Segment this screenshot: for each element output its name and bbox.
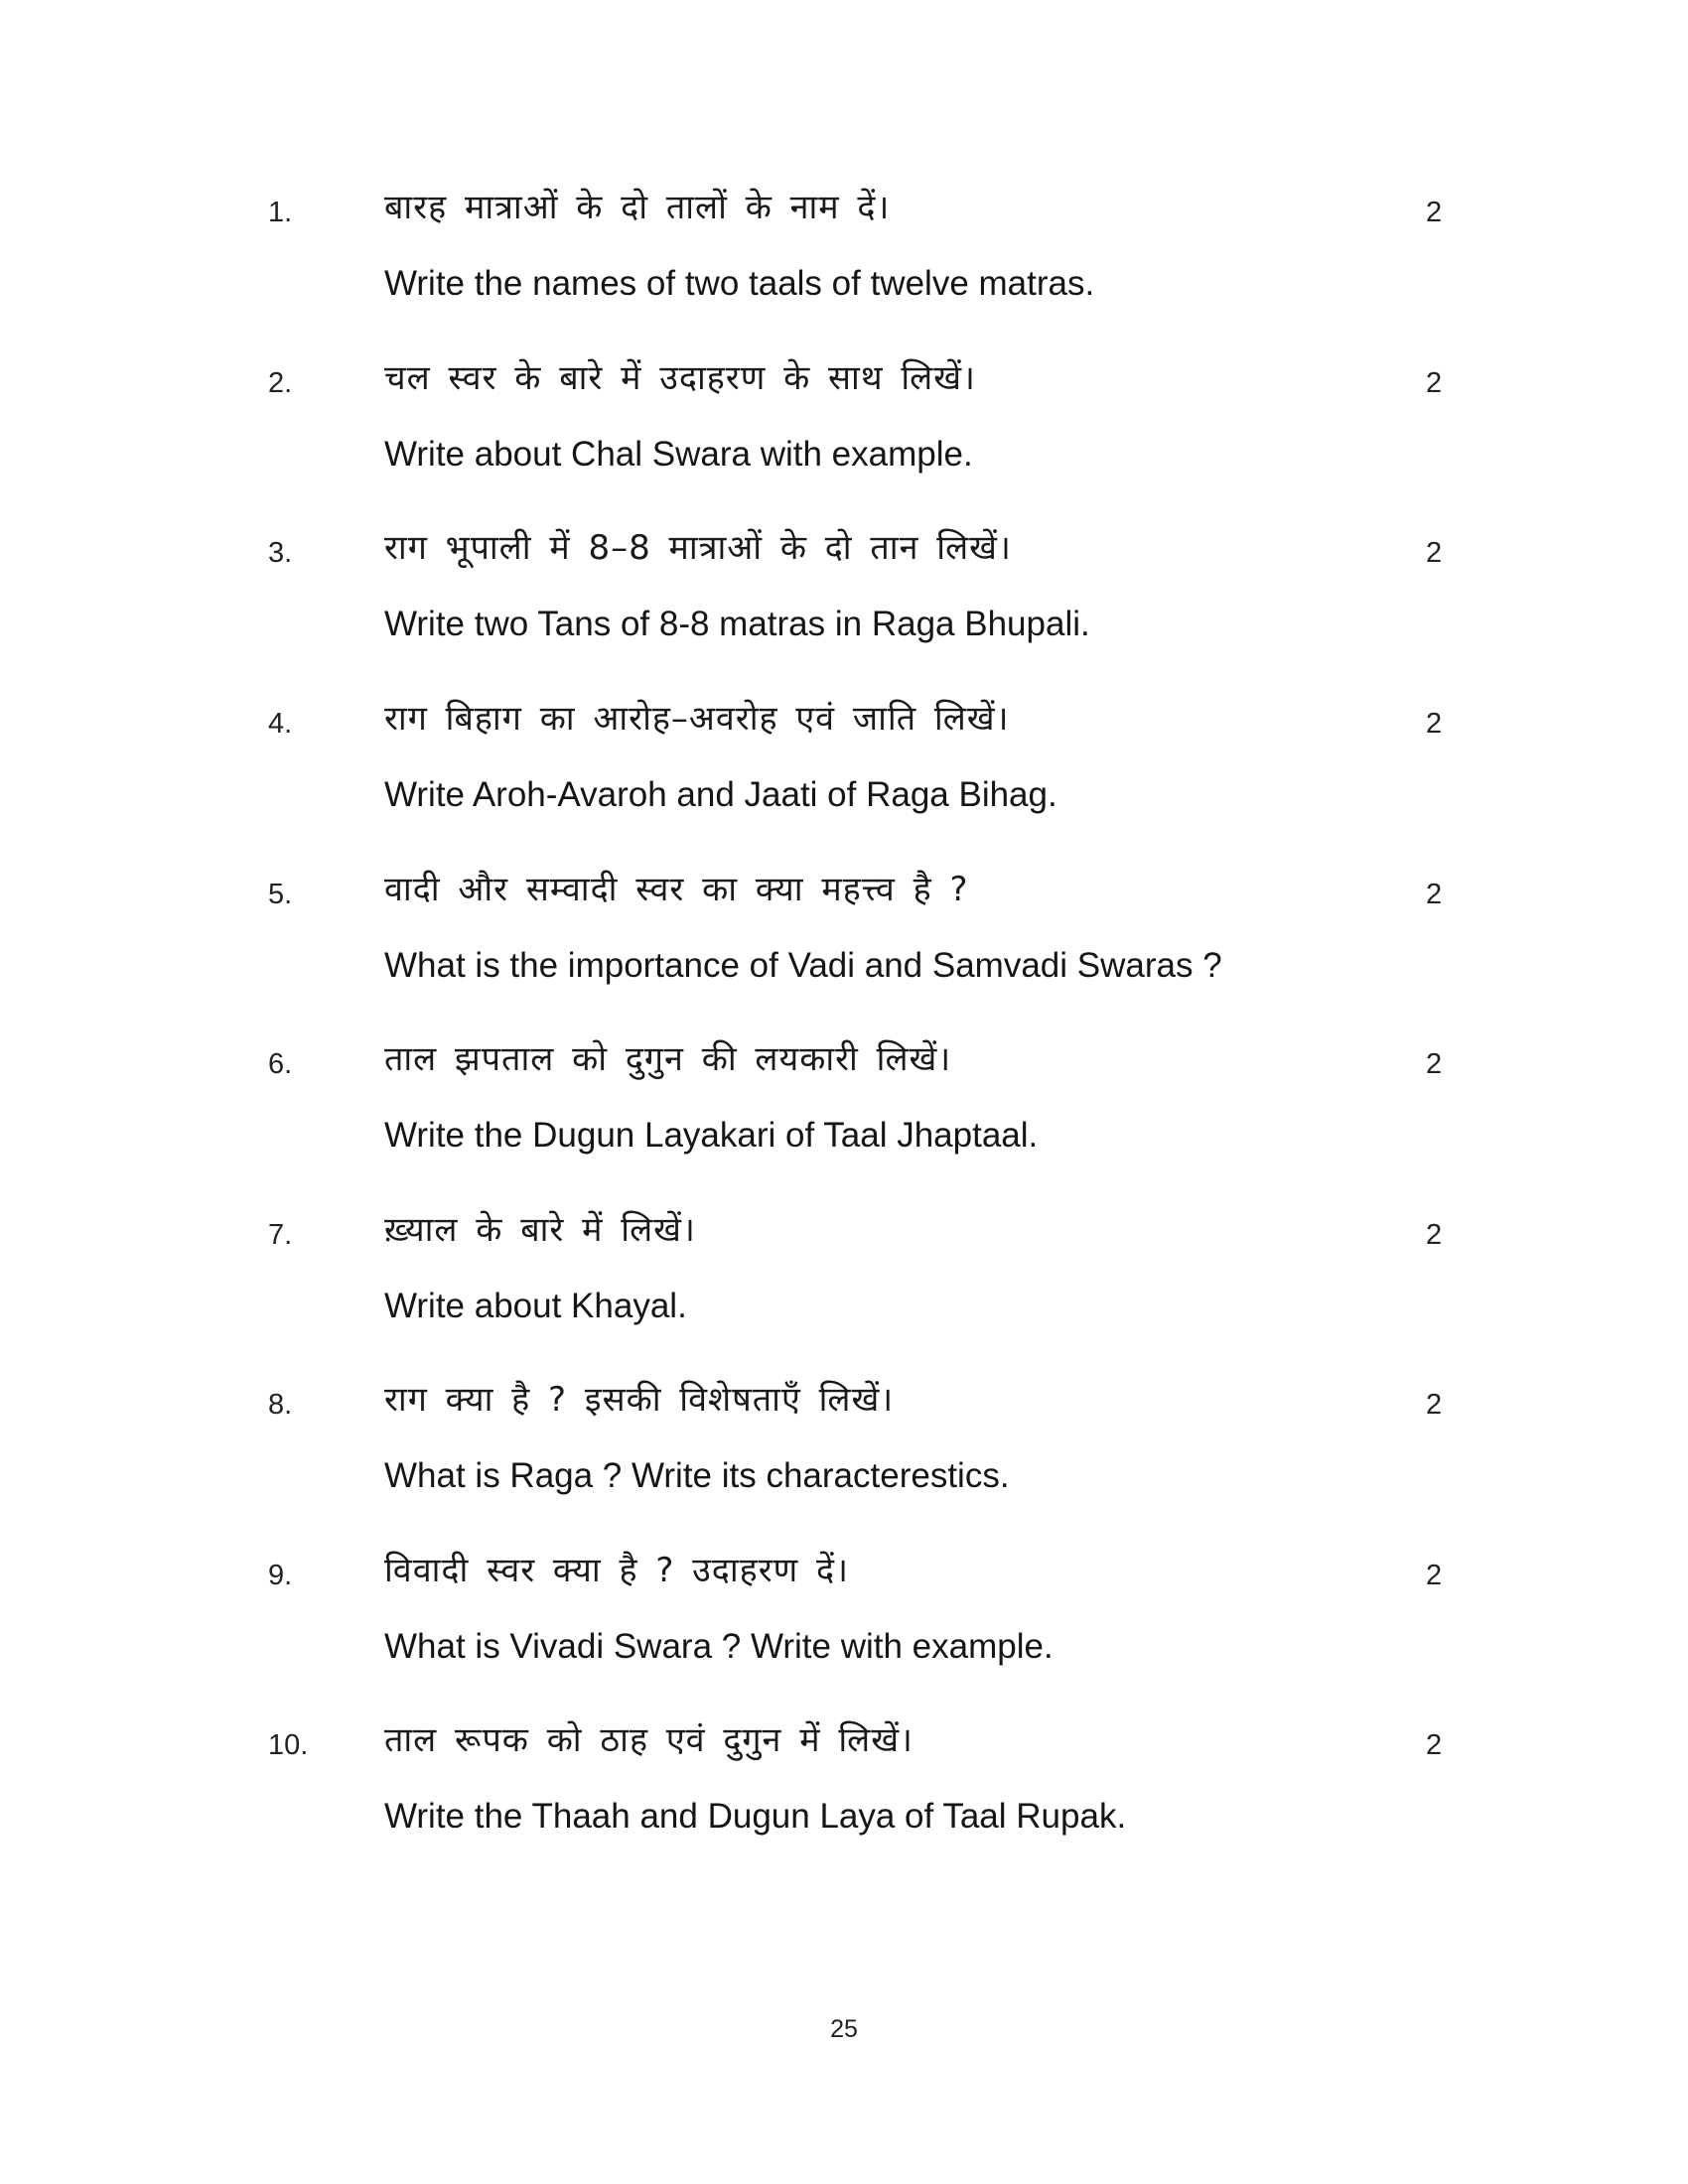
- question-marks: 2: [1426, 1729, 1443, 1761]
- question-text-english: Write the Dugun Layakari of Taal Jhaptaal.: [384, 1116, 1039, 1155]
- question-number: 8.: [268, 1389, 293, 1421]
- question-number: 9.: [268, 1560, 293, 1591]
- question-3: [0, 529, 1688, 700]
- question-2: [0, 359, 1688, 530]
- question-text-hindi: ताल रूपक को ठाह एवं दुगुन में लिखें।: [384, 1720, 914, 1760]
- question-text-english: What is Vivadi Swara ? Write with example.: [384, 1627, 1054, 1666]
- question-8: [0, 1381, 1688, 1552]
- question-marks: 2: [1426, 1219, 1443, 1251]
- question-marks: 2: [1426, 879, 1443, 910]
- question-text-hindi: राग भूपाली में 8–8 मात्राओं के दो तान लिखें।: [384, 528, 1012, 568]
- question-text-hindi: वादी और सम्वादी स्वर का क्या महत्त्व है ?: [384, 870, 969, 909]
- question-text-english: What is Raga ? Write its characterestics.: [384, 1456, 1010, 1495]
- question-text-hindi: बारह मात्राओं के दो तालों के नाम दें।: [384, 188, 891, 227]
- question-text-english: What is the importance of Vadi and Samvadi Swaras ?: [384, 946, 1222, 985]
- question-5: [0, 871, 1688, 1041]
- question-7: [0, 1211, 1688, 1382]
- question-marks: 2: [1426, 708, 1443, 740]
- question-marks: 2: [1426, 197, 1443, 228]
- question-marks: 2: [1426, 1389, 1443, 1421]
- question-number: 2.: [268, 367, 293, 399]
- question-number: 3.: [268, 537, 293, 569]
- question-text-hindi: चल स्वर के बारे में उदाहरण के साथ लिखें।: [384, 358, 976, 398]
- question-text-english: Write Aroh-Avaroh and Jaati of Raga Bihag.: [384, 775, 1057, 814]
- question-9: [0, 1552, 1688, 1722]
- question-1: [0, 189, 1688, 359]
- question-text-english: Write about Khayal.: [384, 1287, 687, 1325]
- question-marks: 2: [1426, 1048, 1443, 1080]
- question-marks: 2: [1426, 1560, 1443, 1591]
- question-text-english: Write about Chal Swara with example.: [384, 435, 973, 474]
- question-number: 1.: [268, 197, 293, 228]
- question-number: 5.: [268, 879, 293, 910]
- question-text-english: Write two Tans of 8-8 matras in Raga Bhupali.: [384, 605, 1090, 643]
- question-number: 4.: [268, 708, 293, 740]
- question-number: 7.: [268, 1219, 293, 1251]
- question-text-hindi: राग क्या है ? इसकी विशेषताएँ लिखें।: [384, 1380, 895, 1420]
- question-marks: 2: [1426, 367, 1443, 399]
- question-marks: 2: [1426, 537, 1443, 569]
- question-4: [0, 700, 1688, 871]
- question-text-hindi: ख़्याल के बारे में लिखें।: [384, 1210, 696, 1250]
- question-number: 6.: [268, 1048, 293, 1080]
- question-6: [0, 1040, 1688, 1211]
- page-number: 25: [830, 2015, 858, 2043]
- question-text-hindi: ताल झपताल को दुगुन की लयकारी लिखें।: [384, 1039, 952, 1079]
- question-text-hindi: विवादी स्वर क्या है ? उदाहरण दें।: [384, 1551, 849, 1590]
- question-text-hindi: राग बिहाग का आरोह–अवरोह एवं जाति लिखें।: [384, 699, 1010, 739]
- question-text-english: Write the Thaah and Dugun Laya of Taal Rupak.: [384, 1797, 1127, 1836]
- question-10: [0, 1721, 1688, 1892]
- question-text-english: Write the names of two taals of twelve matras.: [384, 264, 1095, 303]
- question-number: 10.: [268, 1729, 309, 1761]
